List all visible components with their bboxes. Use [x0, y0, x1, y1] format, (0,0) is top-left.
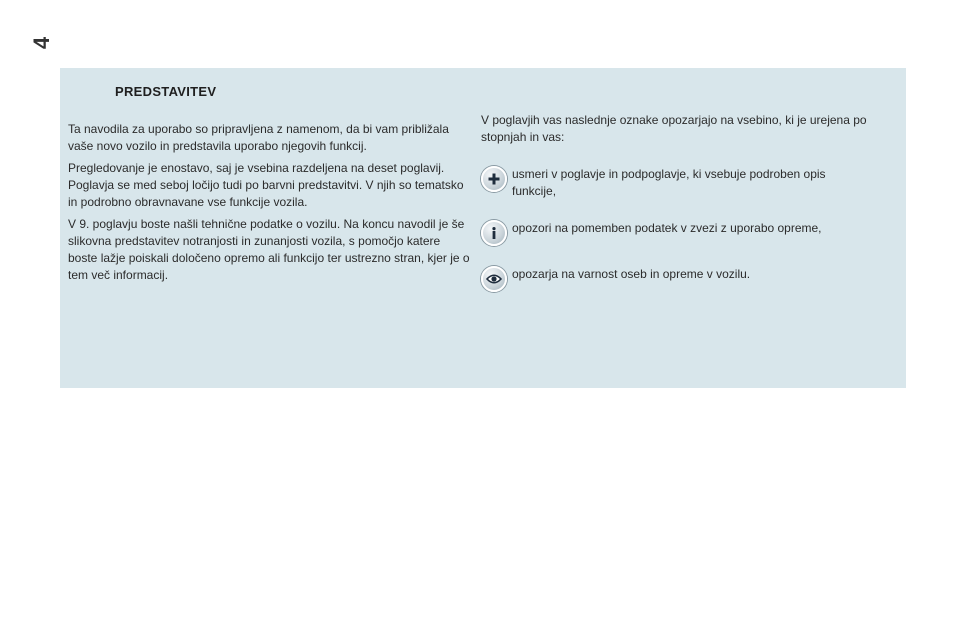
section-title: PREDSTAVITEV: [115, 84, 217, 99]
legend-text: opozori na pomemben podatek v zvezi z uporabo opreme,: [512, 221, 822, 235]
legend-text: usmeri v poglavje in podpoglavje, ki vsebuje podroben opis funkcije,: [512, 167, 826, 198]
legend-item-plus: [481, 166, 881, 200]
left-column: [68, 121, 472, 289]
paragraph: Ta navodila za uporabo so pripravljena z namenom, da bi vam približala vaše novo vozilo in predstavila uporabo njegovih funkcij.: [68, 122, 449, 153]
legend-text: opozarja na varnost oseb in opreme v vozilu.: [512, 267, 751, 281]
paragraph: Pregledovanje je enostavo, saj je vsebina razdeljena na deset poglavij. Poglavja se med seboj ločijo tudi po barvni predstavitvi. V njih so tematsko in podrobno obravnavane vse funkcije vozila.: [68, 161, 464, 209]
legend-intro: V poglavjih vas naslednje oznake opozarjajo na vsebino, ki je urejena po stopnjah in vas:: [481, 113, 867, 144]
legend-item-eye: [481, 266, 881, 292]
plus-icon: [481, 166, 507, 192]
page-number: 4: [29, 36, 55, 50]
paragraph: V 9. poglavju boste našli tehnične podatke o vozilu. Na koncu navodil je še slikovna predstavitev notranjosti in zunanjosti vozila, s pomočjo katere boste lažje poiskali določeno opremo ali funkcijo ter ustrezno stran, kjer je o tem več informacij.: [68, 217, 470, 282]
legend-item-info: [481, 220, 881, 246]
info-icon: [481, 220, 507, 246]
eye-icon: [481, 266, 507, 292]
